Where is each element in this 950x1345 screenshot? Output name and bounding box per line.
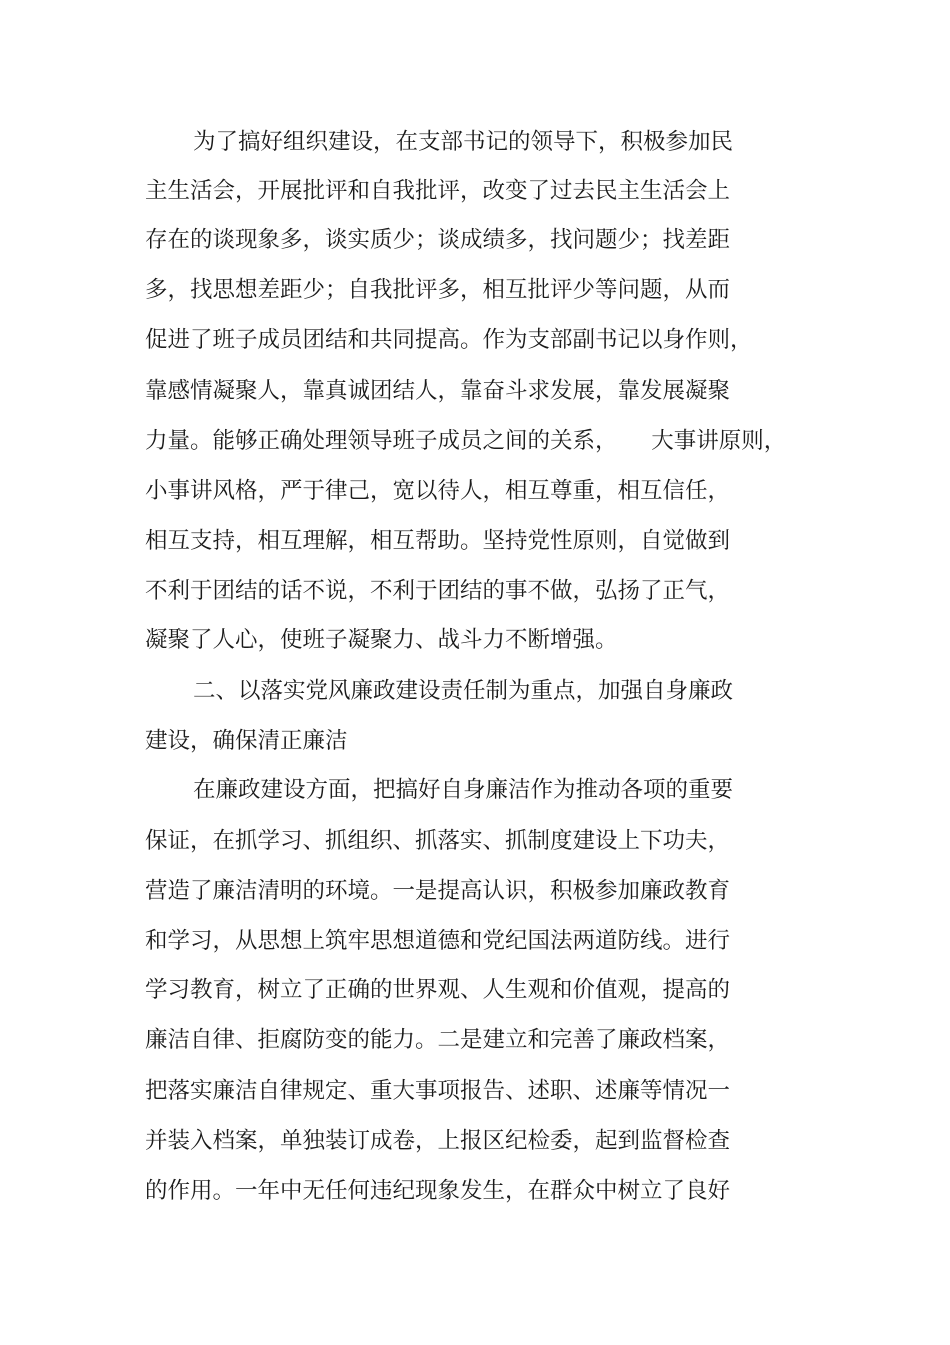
text-line: 学习教育，树立了正确的世界观、人生观和价值观，提高的	[145, 977, 731, 1003]
text-line: 靠感情凝聚人，靠真诚团结人，靠奋斗求发展，靠发展凝聚	[145, 378, 731, 404]
text-line: 主生活会，开展批评和自我批评，改变了过去民主生活会上	[145, 178, 731, 204]
text-line: 并装入档案，单独装订成卷，上报区纪检委，起到监督检查	[145, 1128, 731, 1154]
text-line: 相互支持，相互理解，相互帮助。坚持党性原则，自觉做到	[145, 528, 731, 554]
section-heading-line: 建设，确保清正廉洁	[145, 728, 348, 754]
text-line: 多，找思想差距少；自我批评多，相互批评少等问题，从而	[145, 277, 731, 303]
section-heading-line: 二、以落实党风廉政建设责任制为重点，加强自身廉政	[193, 678, 734, 704]
text-line: 的作用。一年中无任何违纪现象发生，在群众中树立了良好	[145, 1178, 731, 1204]
text-line: 凝聚了人心，使班子凝聚力、战斗力不断增强。	[145, 627, 618, 653]
text-line: 廉洁自律、拒腐防变的能力。二是建立和完善了廉政档案，	[145, 1027, 731, 1053]
text-line: 力量。能够正确处理领导班子成员之间的关系， 大事讲原则，	[145, 428, 787, 454]
text-line: 营造了廉洁清明的环境。一是提高认识，积极参加廉政教育	[145, 878, 731, 904]
text-line: 不利于团结的话不说，不利于团结的事不做，弘扬了正气，	[145, 578, 731, 604]
text-line: 为了搞好组织建设，在支部书记的领导下，积极参加民	[193, 129, 734, 155]
text-line: 促进了班子成员团结和共同提高。作为支部副书记以身作则，	[145, 327, 753, 353]
text-line: 把落实廉洁自律规定、重大事项报告、述职、述廉等情况一	[145, 1078, 731, 1104]
text-line: 小事讲风格，严于律己，宽以待人，相互尊重，相互信任，	[145, 478, 731, 504]
text-line: 和学习，从思想上筑牢思想道德和党纪国法两道防线。进行	[145, 928, 731, 954]
text-line: 在廉政建设方面，把搞好自身廉洁作为推动各项的重要	[193, 777, 734, 803]
text-line: 存在的谈现象多，谈实质少；谈成绩多，找问题少；找差距	[145, 227, 731, 253]
text-line: 保证，在抓学习、抓组织、抓落实、抓制度建设上下功夫，	[145, 828, 731, 854]
